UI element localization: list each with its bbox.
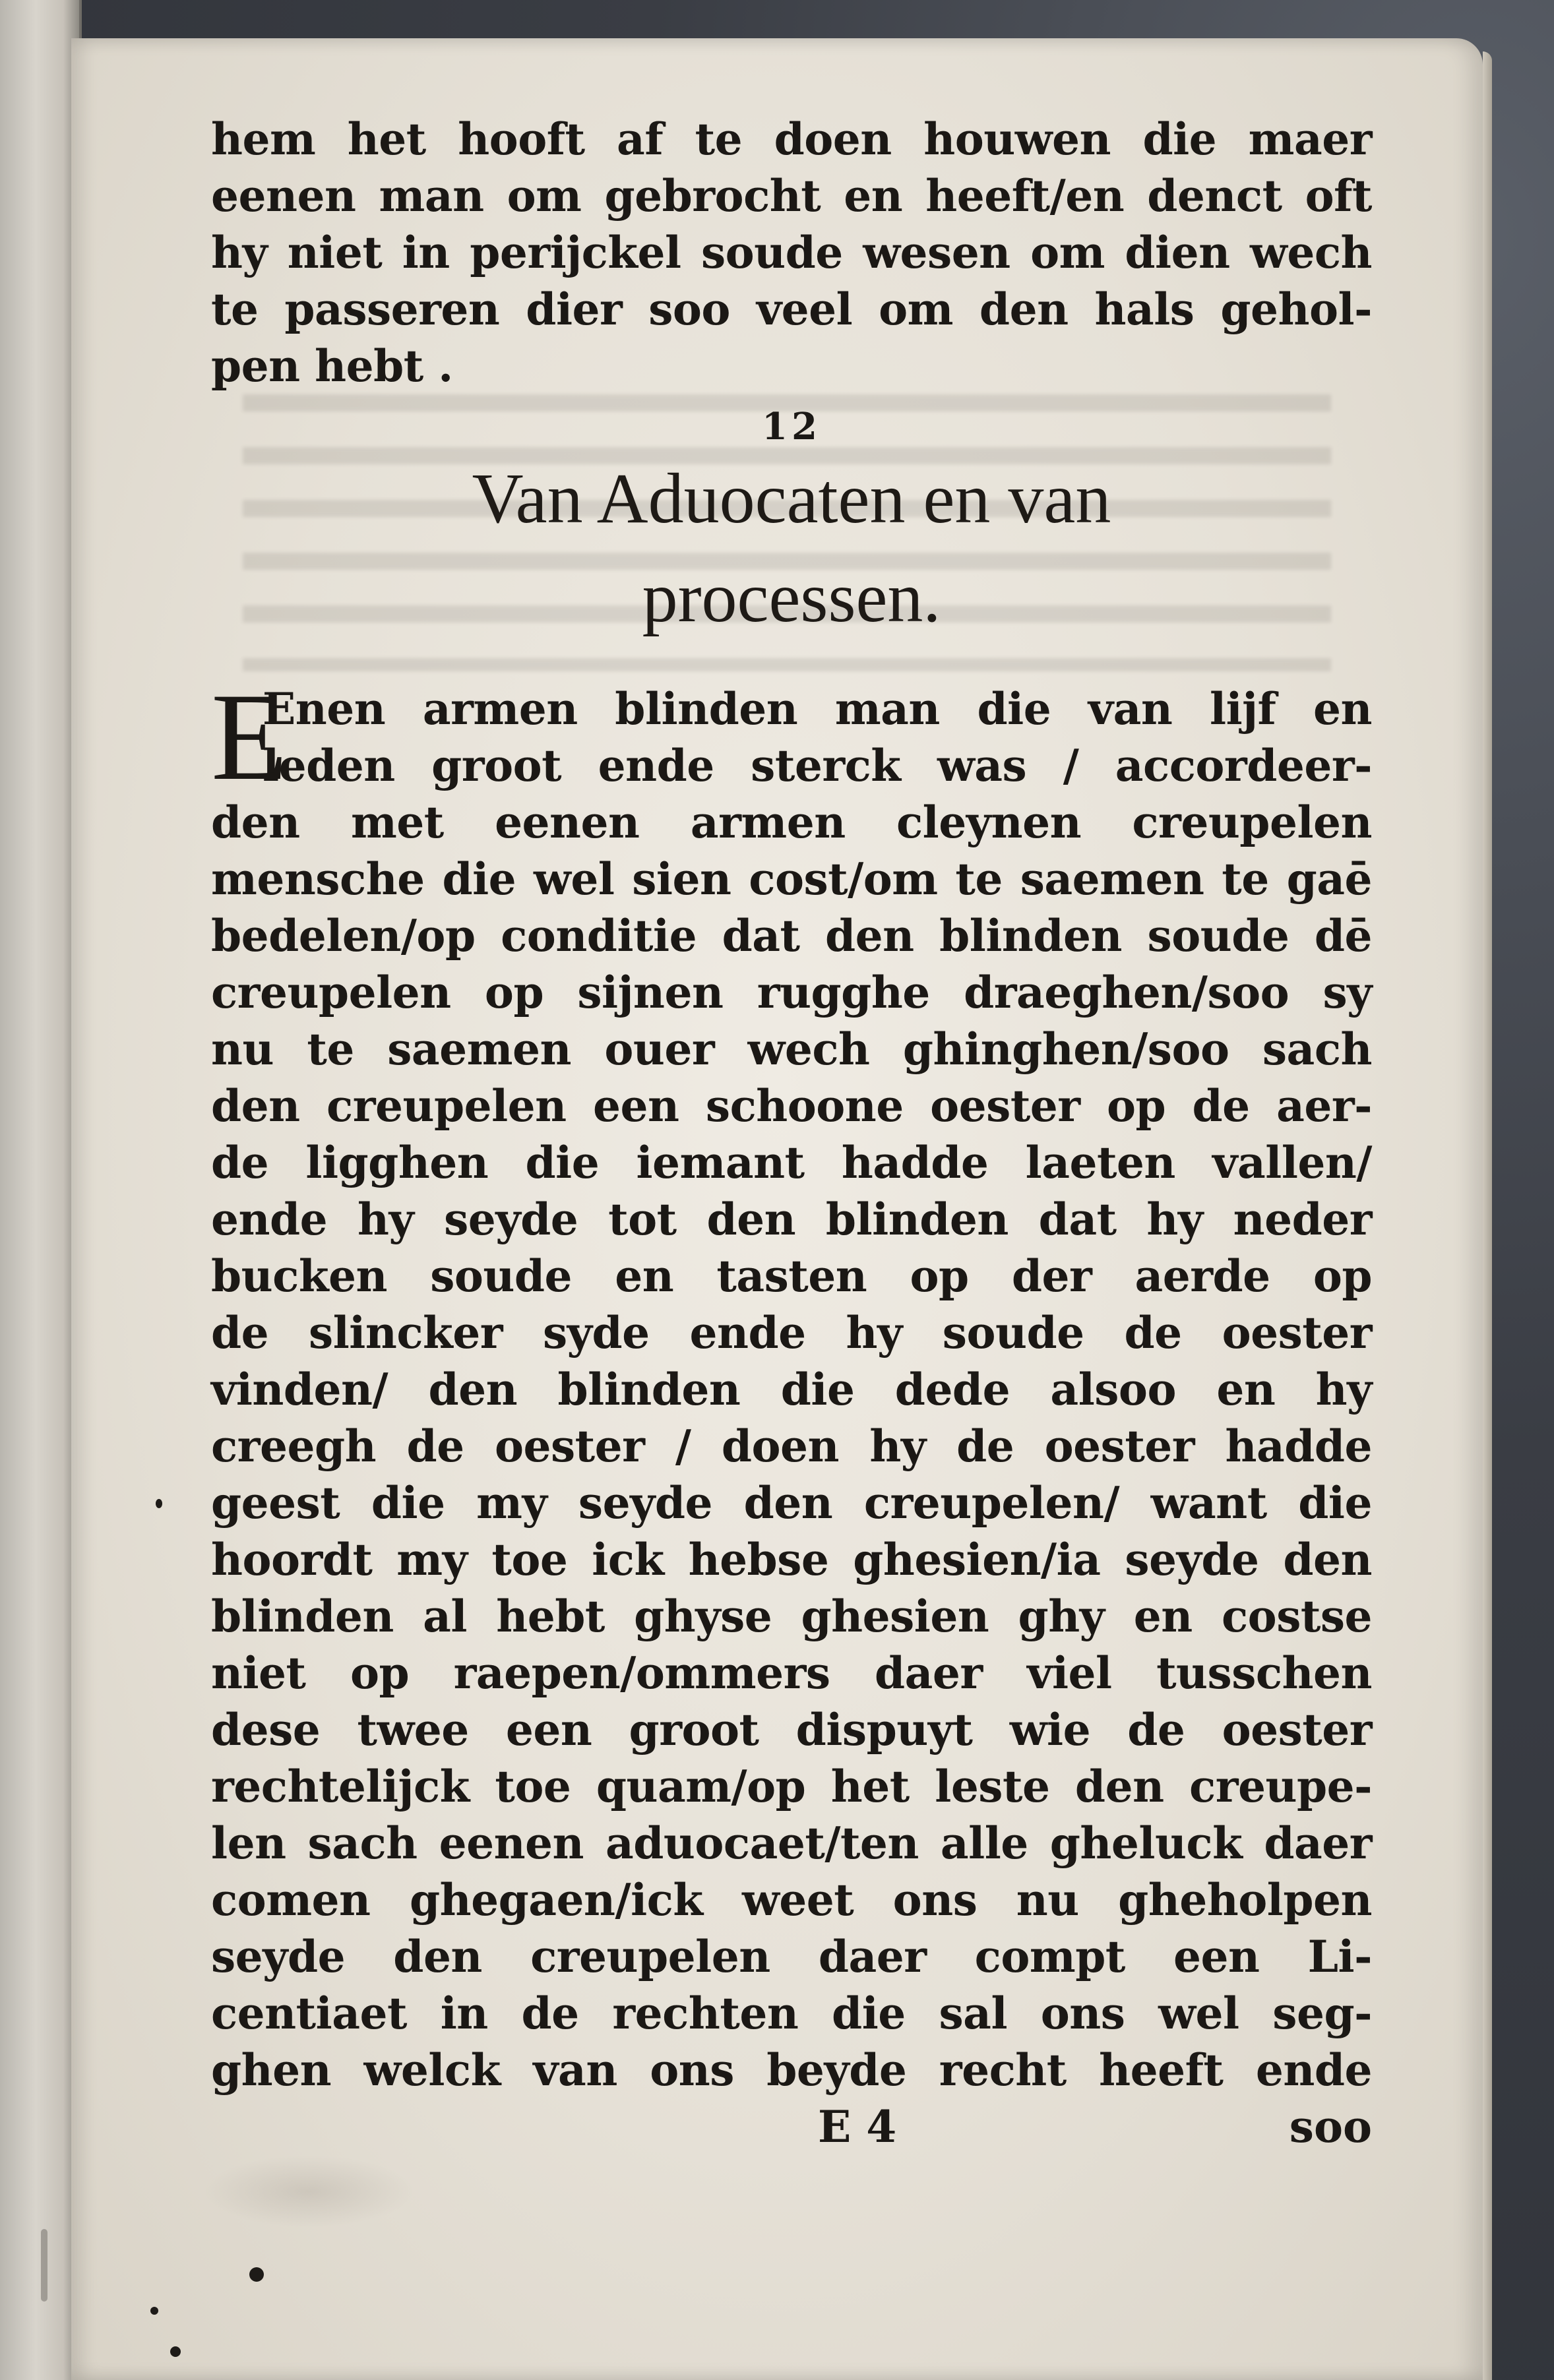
faded-stamp	[203, 2155, 414, 2228]
text-line: hoordt my toe ick hebse ghesien/ia seyde den	[211, 1534, 1372, 1585]
text-line: eenen man om gebrocht en heeft/en denct oft	[211, 170, 1372, 222]
text-line: ghen welck van ons beyde recht heeft ende	[211, 2044, 1372, 2096]
text-line: creupelen op sijnen rugghe draeghen/soo sy	[211, 967, 1372, 1018]
binding-mark	[41, 2229, 47, 2302]
drop-cap: E	[211, 668, 288, 807]
text-line: bucken soude en tasten op der aerde op	[211, 1250, 1372, 1302]
text-line: den met eenen armen cleynen creupelen	[211, 797, 1372, 848]
text-line: geest die my seyde den creupelen/ want die	[211, 1477, 1372, 1529]
text-line: comen ghegaen/ick weet ons nu gheholpen	[211, 1874, 1372, 1926]
text-line: den creupelen een schoone oester op de aer-	[211, 1080, 1372, 1132]
text-line: dese twee een groot dispuyt wie de oester	[211, 1704, 1372, 1755]
text-line: len sach eenen aduocaet/ten alle gheluck daer	[211, 1817, 1372, 1869]
text-line: mensche die wel sien cost/om te saemen te gaē	[211, 853, 1372, 905]
signature-mark: E 4	[818, 2101, 897, 2152]
text-line: centiaet in de rechten die sal ons wel seg-	[211, 1988, 1372, 2039]
ink-speck	[249, 2267, 264, 2282]
text-line: hem het hooft af te doen houwen die maer	[211, 113, 1372, 165]
text-line: de ligghen die iemant hadde laeten vallen/	[211, 1137, 1372, 1188]
book-page	[71, 38, 1483, 2380]
chapter-title-line-1: Van Aduocaten en van	[472, 460, 1111, 538]
footer-row	[211, 2098, 1372, 2158]
text-line: blinden al hebt ghyse ghesien ghy en costse	[211, 1591, 1372, 1642]
text-line: vinden/ den blinden die dede alsoo en hy	[211, 1364, 1372, 1415]
text-line: seyde den creupelen daer compt een Li-	[211, 1931, 1372, 1982]
ink-speck	[156, 1499, 162, 1508]
facing-page-edge	[0, 0, 82, 2380]
text-line: rechtelijck toe quam/op het leste den creupe-	[211, 1761, 1372, 1812]
text-line: ende hy seyde tot den blinden dat hy neder	[211, 1194, 1372, 1245]
body-paragraph	[211, 668, 1372, 2098]
text-line: hy niet in perijckel soude wesen om dien wech	[211, 227, 1372, 278]
text-line: creegh de oester / doen hy de oester hadde	[211, 1420, 1372, 1472]
chapter-title-line-2: processen.	[642, 559, 941, 637]
chapter-number: 12	[762, 405, 821, 448]
text-line: nu te saemen ouer wech ghinghen/soo sach	[211, 1023, 1372, 1075]
text-line: de slincker syde ende hy soude de oester	[211, 1307, 1372, 1358]
text-line: leden groot ende sterck was / accordeer-	[263, 740, 1372, 791]
top-paragraph	[211, 111, 1372, 394]
text-line: bedelen/op conditie dat den blinden soude dē	[211, 910, 1372, 961]
text-line: niet op raepen/ommers daer viel tusschen	[211, 1647, 1372, 1699]
ink-speck	[170, 2346, 181, 2357]
text-line: Enen armen blinden man die van lijf en	[263, 683, 1372, 735]
page-fore-edge	[1483, 51, 1492, 2380]
text-line: te passeren dier soo veel om den hals gehol-	[211, 284, 1372, 335]
text-line: pen hebt .	[211, 340, 453, 392]
ink-speck	[150, 2307, 158, 2315]
catchword: soo	[1289, 2101, 1372, 2152]
text-block	[211, 111, 1372, 2158]
